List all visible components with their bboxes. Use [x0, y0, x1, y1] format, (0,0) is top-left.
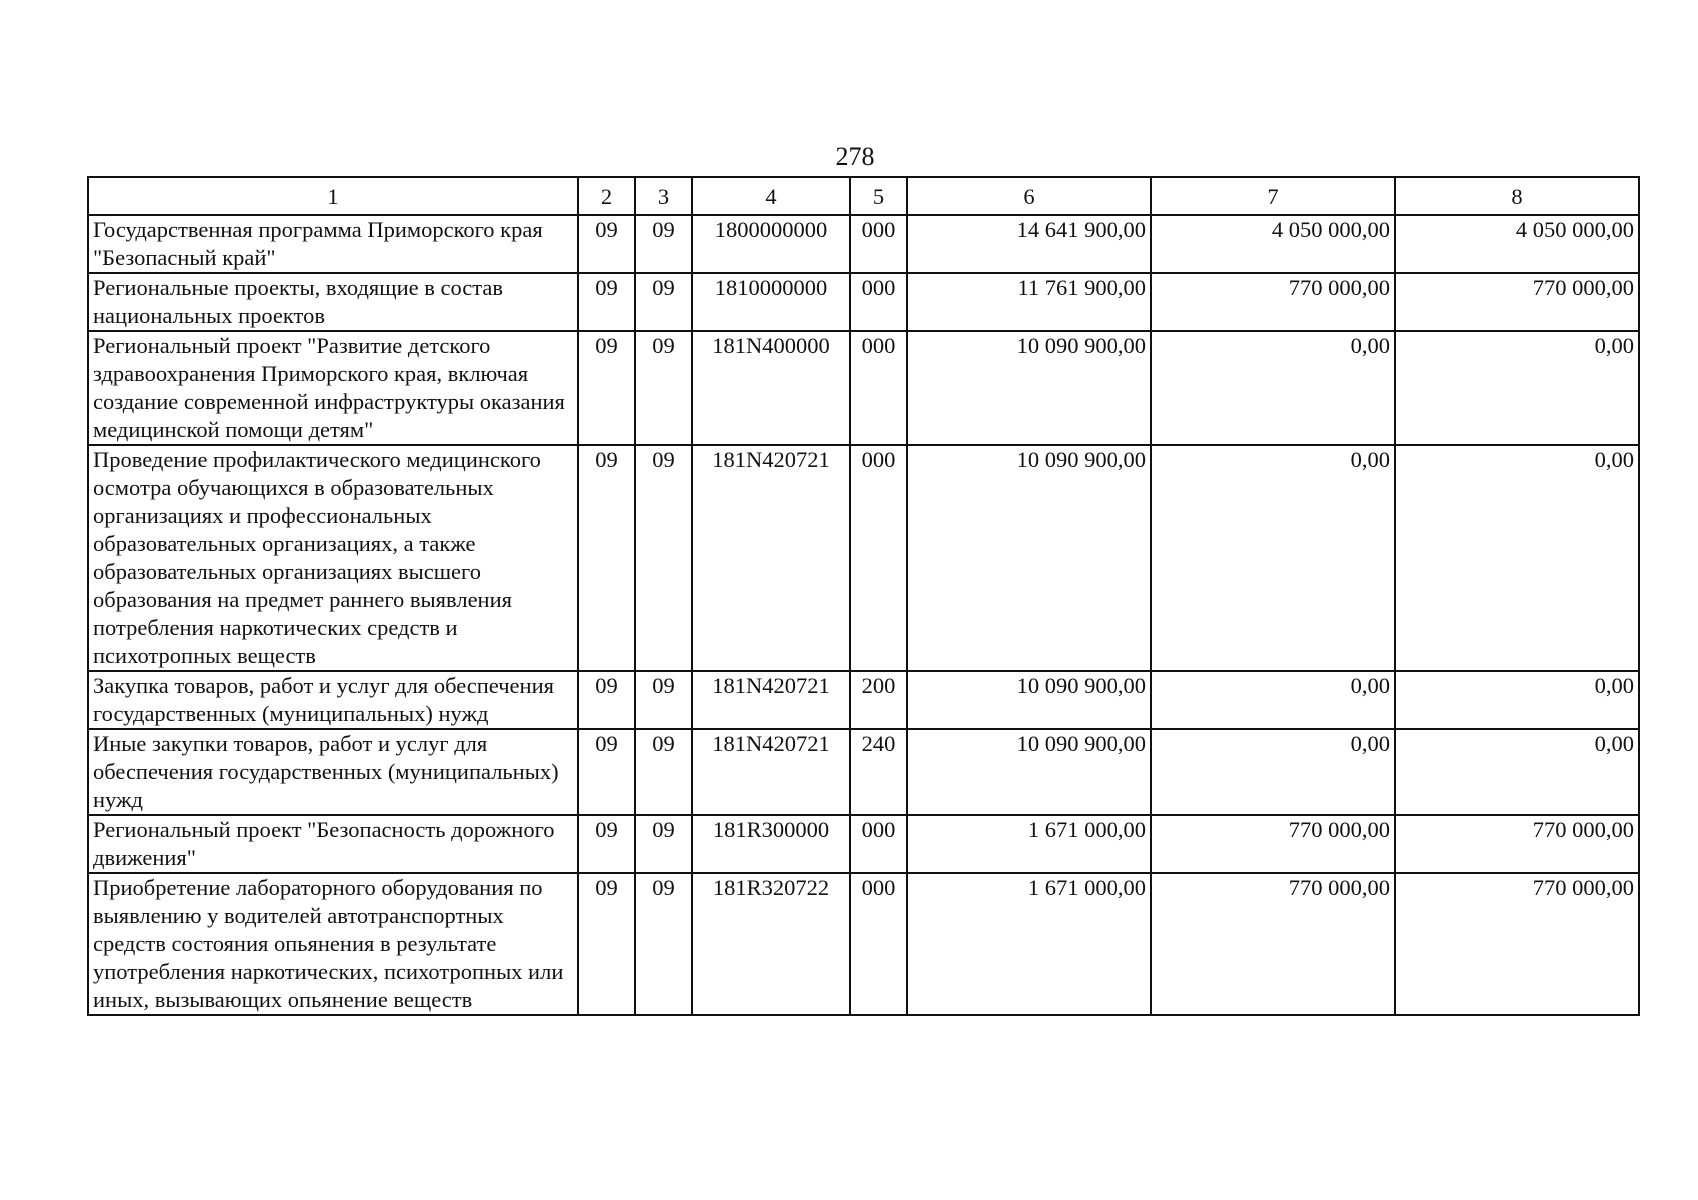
- section-code: 09: [578, 331, 635, 445]
- amount-col-8: 0,00: [1395, 445, 1639, 671]
- budget-table: [87, 176, 1640, 1016]
- amount-col-7: 4 050 000,00: [1151, 215, 1395, 273]
- amount-col-6: 11 761 900,00: [907, 273, 1151, 331]
- expense-type-code: 000: [850, 445, 907, 671]
- amount-col-6: 10 090 900,00: [907, 445, 1151, 671]
- amount-col-8: 4 050 000,00: [1395, 215, 1639, 273]
- amount-col-7: 0,00: [1151, 331, 1395, 445]
- section-code: 09: [578, 873, 635, 1015]
- subsection-code: 09: [635, 815, 692, 873]
- subsection-code: 09: [635, 331, 692, 445]
- section-code: 09: [578, 671, 635, 729]
- row-name: Региональный проект "Безопасность дорожного движения": [88, 815, 578, 873]
- expense-type-code: 000: [850, 331, 907, 445]
- section-code: 09: [578, 815, 635, 873]
- table-row: [88, 445, 1639, 671]
- amount-col-7: 0,00: [1151, 671, 1395, 729]
- expense-type-code: 000: [850, 815, 907, 873]
- section-code: 09: [578, 273, 635, 331]
- column-header-7: 7: [1151, 177, 1395, 215]
- header-row: [88, 177, 1639, 215]
- subsection-code: 09: [635, 445, 692, 671]
- table-row: [88, 215, 1639, 273]
- amount-col-8: 770 000,00: [1395, 273, 1639, 331]
- subsection-code: 09: [635, 273, 692, 331]
- row-name: Приобретение лабораторного оборудования по выявлению у водителей автотранспортных средств состояния опьянения в результате употребления наркотических, психотропных или иных, вызывающих опьянение веществ: [88, 873, 578, 1015]
- table-row: [88, 729, 1639, 815]
- row-name: Проведение профилактического медицинского осмотра обучающихся в образовательных организациях и профессиональных образовательных организациях, а также образовательных организациях высшего образования на предмет раннего выявления потребления наркотических средств и психотропных веществ: [88, 445, 578, 671]
- target-article-code: 1800000000: [692, 215, 850, 273]
- expense-type-code: 200: [850, 671, 907, 729]
- amount-col-8: 0,00: [1395, 671, 1639, 729]
- amount-col-7: 0,00: [1151, 445, 1395, 671]
- amount-col-8: 0,00: [1395, 729, 1639, 815]
- target-article-code: 1810000000: [692, 273, 850, 331]
- subsection-code: 09: [635, 729, 692, 815]
- column-header-8: 8: [1395, 177, 1639, 215]
- subsection-code: 09: [635, 671, 692, 729]
- row-name: Государственная программа Приморского края "Безопасный край": [88, 215, 578, 273]
- amount-col-6: 1 671 000,00: [907, 873, 1151, 1015]
- amount-col-7: 770 000,00: [1151, 873, 1395, 1015]
- target-article-code: 181R320722: [692, 873, 850, 1015]
- amount-col-8: 0,00: [1395, 331, 1639, 445]
- amount-col-7: 0,00: [1151, 729, 1395, 815]
- expense-type-code: 000: [850, 273, 907, 331]
- section-code: 09: [578, 445, 635, 671]
- expense-type-code: 000: [850, 215, 907, 273]
- target-article-code: 181N420721: [692, 445, 850, 671]
- column-header-1: 1: [88, 177, 578, 215]
- subsection-code: 09: [635, 873, 692, 1015]
- table-row: [88, 873, 1639, 1015]
- row-name: Закупка товаров, работ и услуг для обеспечения государственных (муниципальных) нужд: [88, 671, 578, 729]
- amount-col-6: 10 090 900,00: [907, 331, 1151, 445]
- subsection-code: 09: [635, 215, 692, 273]
- column-header-2: 2: [578, 177, 635, 215]
- column-header-5: 5: [850, 177, 907, 215]
- column-header-6: 6: [907, 177, 1151, 215]
- amount-col-6: 10 090 900,00: [907, 671, 1151, 729]
- target-article-code: 181R300000: [692, 815, 850, 873]
- table-row: [88, 671, 1639, 729]
- section-code: 09: [578, 215, 635, 273]
- target-article-code: 181N420721: [692, 729, 850, 815]
- table-row: [88, 273, 1639, 331]
- expense-type-code: 000: [850, 873, 907, 1015]
- amount-col-6: 14 641 900,00: [907, 215, 1151, 273]
- table-row: [88, 331, 1639, 445]
- target-article-code: 181N400000: [692, 331, 850, 445]
- column-header-4: 4: [692, 177, 850, 215]
- amount-col-6: 10 090 900,00: [907, 729, 1151, 815]
- row-name: Региональный проект "Развитие детского здравоохранения Приморского края, включая создание современной инфраструктуры оказания медицинской помощи детям": [88, 331, 578, 445]
- column-header-3: 3: [635, 177, 692, 215]
- row-name: Иные закупки товаров, работ и услуг для обеспечения государственных (муниципальных) нужд: [88, 729, 578, 815]
- expense-type-code: 240: [850, 729, 907, 815]
- amount-col-6: 1 671 000,00: [907, 815, 1151, 873]
- amount-col-7: 770 000,00: [1151, 273, 1395, 331]
- amount-col-8: 770 000,00: [1395, 873, 1639, 1015]
- page-number: 278: [835, 142, 875, 171]
- table-row: [88, 815, 1639, 873]
- section-code: 09: [578, 729, 635, 815]
- target-article-code: 181N420721: [692, 671, 850, 729]
- amount-col-8: 770 000,00: [1395, 815, 1639, 873]
- amount-col-7: 770 000,00: [1151, 815, 1395, 873]
- row-name: Региональные проекты, входящие в состав национальных проектов: [88, 273, 578, 331]
